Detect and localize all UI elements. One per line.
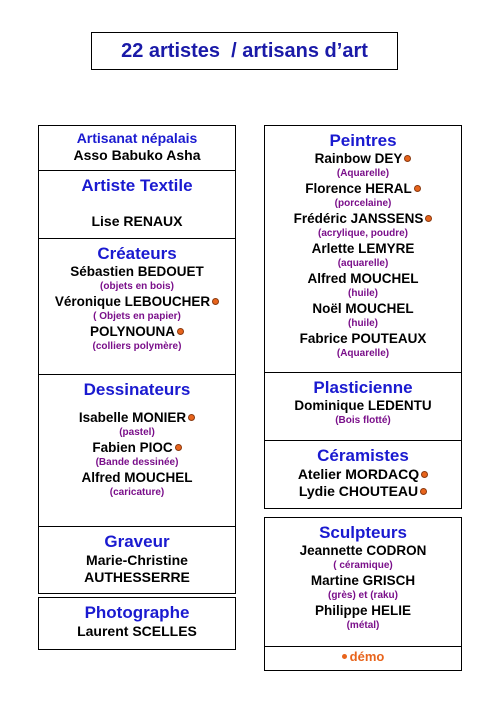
demo-dot-icon <box>175 444 182 451</box>
artist-name: Fabien PIOC <box>39 440 235 456</box>
artist-medium: (Aquarelle) <box>336 168 390 179</box>
artist-name: Atelier MORDACQ <box>265 466 461 483</box>
demo-dot-icon <box>425 215 432 222</box>
page-title: 22 artistes / artisans d’art <box>91 32 398 70</box>
section-heading: Dessinateurs <box>83 380 191 399</box>
artist-medium: (grès) et (raku) <box>327 590 398 601</box>
demo-dot-icon <box>177 328 184 335</box>
demo-dot-icon <box>420 488 427 495</box>
demo-dot-icon <box>212 298 219 305</box>
demo-dot-icon <box>404 155 411 162</box>
artist-name: Alfred MOUCHEL <box>81 470 193 485</box>
artist-medium: (Bois flotté) <box>335 415 391 426</box>
artist-name: Lise RENAUX <box>91 213 183 229</box>
artist-name: Fabrice POUTEAUX <box>299 331 427 346</box>
legend-demo: démo <box>265 649 461 665</box>
section-peintres <box>264 125 462 373</box>
section-ceramistes <box>264 441 462 509</box>
artist-name: Florence HERAL <box>265 181 461 197</box>
section-textile <box>38 171 236 239</box>
artist-name: Rainbow DEY <box>265 151 461 167</box>
section-heading: Céramistes <box>317 446 409 465</box>
section-heading: Sculpteurs <box>319 523 407 542</box>
artist-name: Noël MOUCHEL <box>312 301 414 316</box>
artist-name: Asso Babuko Asha <box>73 147 201 163</box>
artist-medium: (métal) <box>346 620 380 631</box>
section-photographe <box>38 597 236 650</box>
section-heading: Créateurs <box>97 244 177 263</box>
artist-medium: (huile) <box>348 288 378 299</box>
artist-medium: (colliers polymère) <box>92 341 182 352</box>
artist-name: Alfred MOUCHEL <box>307 271 419 286</box>
artist-medium: (porcelaine) <box>334 198 392 209</box>
section-heading: Plasticienne <box>313 378 413 397</box>
artist-name: Véronique LEBOUCHER <box>39 294 235 310</box>
artist-name: Martine GRISCH <box>310 573 416 588</box>
artist-name: Dominique LEDENTU <box>294 398 432 413</box>
artist-medium: (acrylique, poudre) <box>317 228 408 239</box>
artist-name: Arlette LEMYRE <box>311 241 415 256</box>
artist-medium: (Bande dessinée) <box>95 457 179 468</box>
section-legend <box>264 647 462 671</box>
section-dessinateurs <box>38 375 236 527</box>
section-sculpteurs <box>264 517 462 647</box>
section-createurs <box>38 239 236 375</box>
artist-name: Jeannette CODRON <box>299 543 427 558</box>
left-column <box>38 125 236 650</box>
artist-medium: (Aquarelle) <box>336 348 390 359</box>
demo-dot-icon <box>421 471 428 478</box>
section-heading: Peintres <box>329 131 397 150</box>
artist-medium: (huile) <box>348 318 378 329</box>
artist-medium: ( céramique) <box>333 560 393 571</box>
artist-name: Marie-Christine <box>86 552 188 568</box>
artist-name: Laurent SCELLES <box>77 623 197 639</box>
demo-dot-icon <box>414 185 421 192</box>
artist-medium: (aquarelle) <box>337 258 389 269</box>
section-heading: Artiste Textile <box>81 176 193 195</box>
artist-name: Isabelle MONIER <box>39 410 235 426</box>
section-heading: Artisanat népalais <box>76 130 198 146</box>
artist-name: Sébastien BEDOUET <box>70 264 204 279</box>
artist-name: Lydie CHOUTEAU <box>265 483 461 500</box>
right-column <box>264 125 462 671</box>
section-artisanat <box>38 125 236 171</box>
section-heading: Graveur <box>104 532 170 551</box>
section-heading: Photographe <box>84 603 190 622</box>
demo-dot-icon <box>188 414 195 421</box>
artist-medium: (caricature) <box>109 487 165 498</box>
artist-name: POLYNOUNA <box>39 324 235 340</box>
section-plasticienne <box>264 373 462 441</box>
artist-medium: (objets en bois) <box>100 281 174 292</box>
artist-name: AUTHESSERRE <box>84 569 190 585</box>
artist-name: Frédéric JANSSENS <box>265 211 461 227</box>
section-graveur <box>38 527 236 594</box>
demo-dot-icon <box>342 654 347 659</box>
artist-name: Philippe HELIE <box>314 603 411 618</box>
artist-medium: ( Objets en papier) <box>93 311 181 322</box>
artist-medium: (pastel) <box>119 427 155 438</box>
